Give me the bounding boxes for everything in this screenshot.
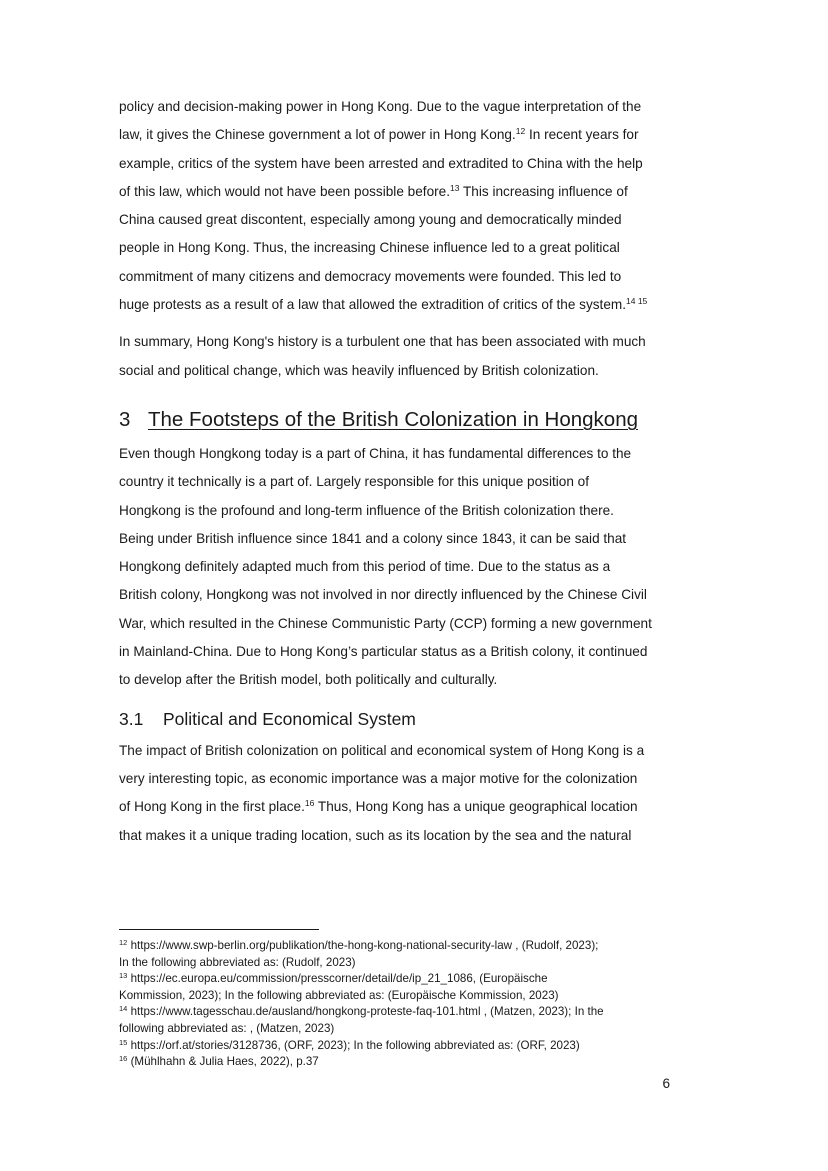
footnote-link[interactable]: https://www.tagesschau.de/ausland/hongkong-proteste-faq-101.html , (Matzen, 2023); In the — [127, 1005, 604, 1019]
subsection-heading-3-1 — [119, 705, 667, 733]
footnotes — [119, 938, 679, 1071]
text-line: The impact of British colonization on political and economical system of Hong Kong is a — [119, 742, 645, 758]
text-line: policy and decision-making power in Hong Kong. Due to the vague interpretation of the — [119, 99, 642, 114]
text-line: Even though Hongkong today is a part of China, it has fundamental differences to the — [119, 445, 632, 461]
text-line: of this law, which would not have been possible before.$^{13}$ This increasing influence of — [119, 182, 628, 199]
footnote-marker: 14 — [119, 1004, 128, 1014]
text-line: people in Hong Kong. Thus, the increasing Chinese influence led to a great political — [119, 240, 620, 256]
text-line: Hongkong is the profound and long-term influence of the British colonization there. — [119, 502, 614, 518]
text-line: of Hong Kong in the first place.$^{16}$ Thus, Hong Kong has a unique geographical location — [119, 798, 638, 815]
text-line: Being under British influence since 1841 and a colony since 1843, it can be said that — [119, 530, 627, 546]
footnote-marker: 12 — [119, 938, 128, 947]
section-heading-3 — [119, 406, 667, 434]
text-line: very interesting topic, as economic importance was a major motive for the colonization — [119, 770, 638, 786]
footnote-marker: 15 — [119, 1037, 128, 1047]
footnote-marker: 16 — [119, 1054, 128, 1064]
text-line: British colony, Hongkong was not involved in nor directly influenced by the Chinese Civil — [119, 587, 647, 603]
paragraph-british-influence — [119, 440, 667, 695]
text-line: to develop after the British model, both politically and culturally. — [119, 672, 498, 688]
text-line: example, critics of the system have been arrested and extradited to China with the help — [119, 155, 643, 171]
footnote-16 — [119, 1054, 679, 1071]
text-line: In summary, Hong Kong's history is a turbulent one that has been associated with much — [119, 334, 646, 350]
footnote-15 — [119, 1038, 679, 1055]
footnote-link[interactable]: https://www.swp-berlin.org/publikation/the-hong-kong-national-security-law , (Rudolf, 2023); — [127, 939, 599, 952]
text-line: that makes it a unique trading location, such as its location by the sea and the natural — [119, 827, 632, 843]
footnote-14: $^{14}$ https://www.tagesschau.de/ausland/hongkong-proteste-faq-101.html , (Matzen, 2023); In the following abbreviated as: , (Matzen, 2023) — [119, 1004, 604, 1035]
paragraph-security-law — [119, 93, 667, 319]
page-number: 6 — [662, 1076, 670, 1091]
text-line: in Mainland-China. Due to Hong Kong’s particular status as a British colony, it continued — [119, 644, 648, 660]
footnote-text: (Mühlhahn & Julia Haes, 2022), p.37 — [127, 1055, 319, 1069]
text-line: law, it gives the Chinese government a lot of power in Hong Kong.$^{12}$ In recent years for — [119, 126, 639, 143]
text-line: huge protests as a result of a law that allowed the extradition of critics of the system.$^{14 15}$ — [119, 296, 648, 313]
footnote-link[interactable]: https://ec.europa.eu/commission/presscorner/detail/de/ip_21_1086, (Europäische — [127, 972, 548, 986]
footnote-ref-12[interactable]: 12 — [515, 126, 526, 137]
text-line: War, which resulted in the Chinese Communistic Party (CCP) forming a new government — [119, 615, 652, 631]
text-line: China caused great discontent, especially among young and democratically minded — [119, 212, 622, 228]
section-title: The Footsteps of the British Colonization in Hongkong — [148, 407, 638, 431]
paragraph-political-economical — [119, 737, 667, 850]
text-line: social and political change, which was heavily influenced by British colonization. — [119, 362, 599, 378]
footnote-ref-13[interactable]: 13 — [450, 182, 460, 193]
document-body — [119, 93, 667, 850]
footnote-link[interactable]: https://orf.at/stories/3128736, (ORF, 2023); In the following abbreviated as: (ORF, 2023) — [127, 1038, 580, 1052]
text-line: commitment of many citizens and democracy movements were founded. This led to — [119, 268, 622, 284]
footnote-ref-14-15[interactable]: 14 15 — [626, 296, 648, 307]
footnote-ref-16[interactable]: 16 — [304, 798, 315, 809]
subsection-number: 3.1 — [119, 708, 144, 729]
footnote-13: $^{13}$ https://ec.europa.eu/commission/presscorner/detail/de/ip_21_1086, (Europäische Kommission, 2023); In the following abbreviated as: (Europäische Kommission, 2023) — [119, 971, 559, 1002]
text-line: country it technically is a part of. Largely responsible for this unique position of — [119, 474, 589, 490]
footnote-separator — [119, 929, 319, 930]
footnote-marker: 13 — [119, 971, 128, 981]
subsection-title: Political and Economical System — [163, 708, 416, 729]
text-line: Hongkong definitely adapted much from this period of time. Due to the status as a — [119, 559, 611, 575]
footnote-12: $^{12}$ https://www.swp-berlin.org/publikation/the-hong-kong-national-security-law , (Rudolf, 2023); In the following abbreviated as: (Rudolf, 2023) — [119, 938, 599, 969]
section-number: 3 — [119, 407, 131, 431]
paragraph-summary — [119, 328, 667, 385]
